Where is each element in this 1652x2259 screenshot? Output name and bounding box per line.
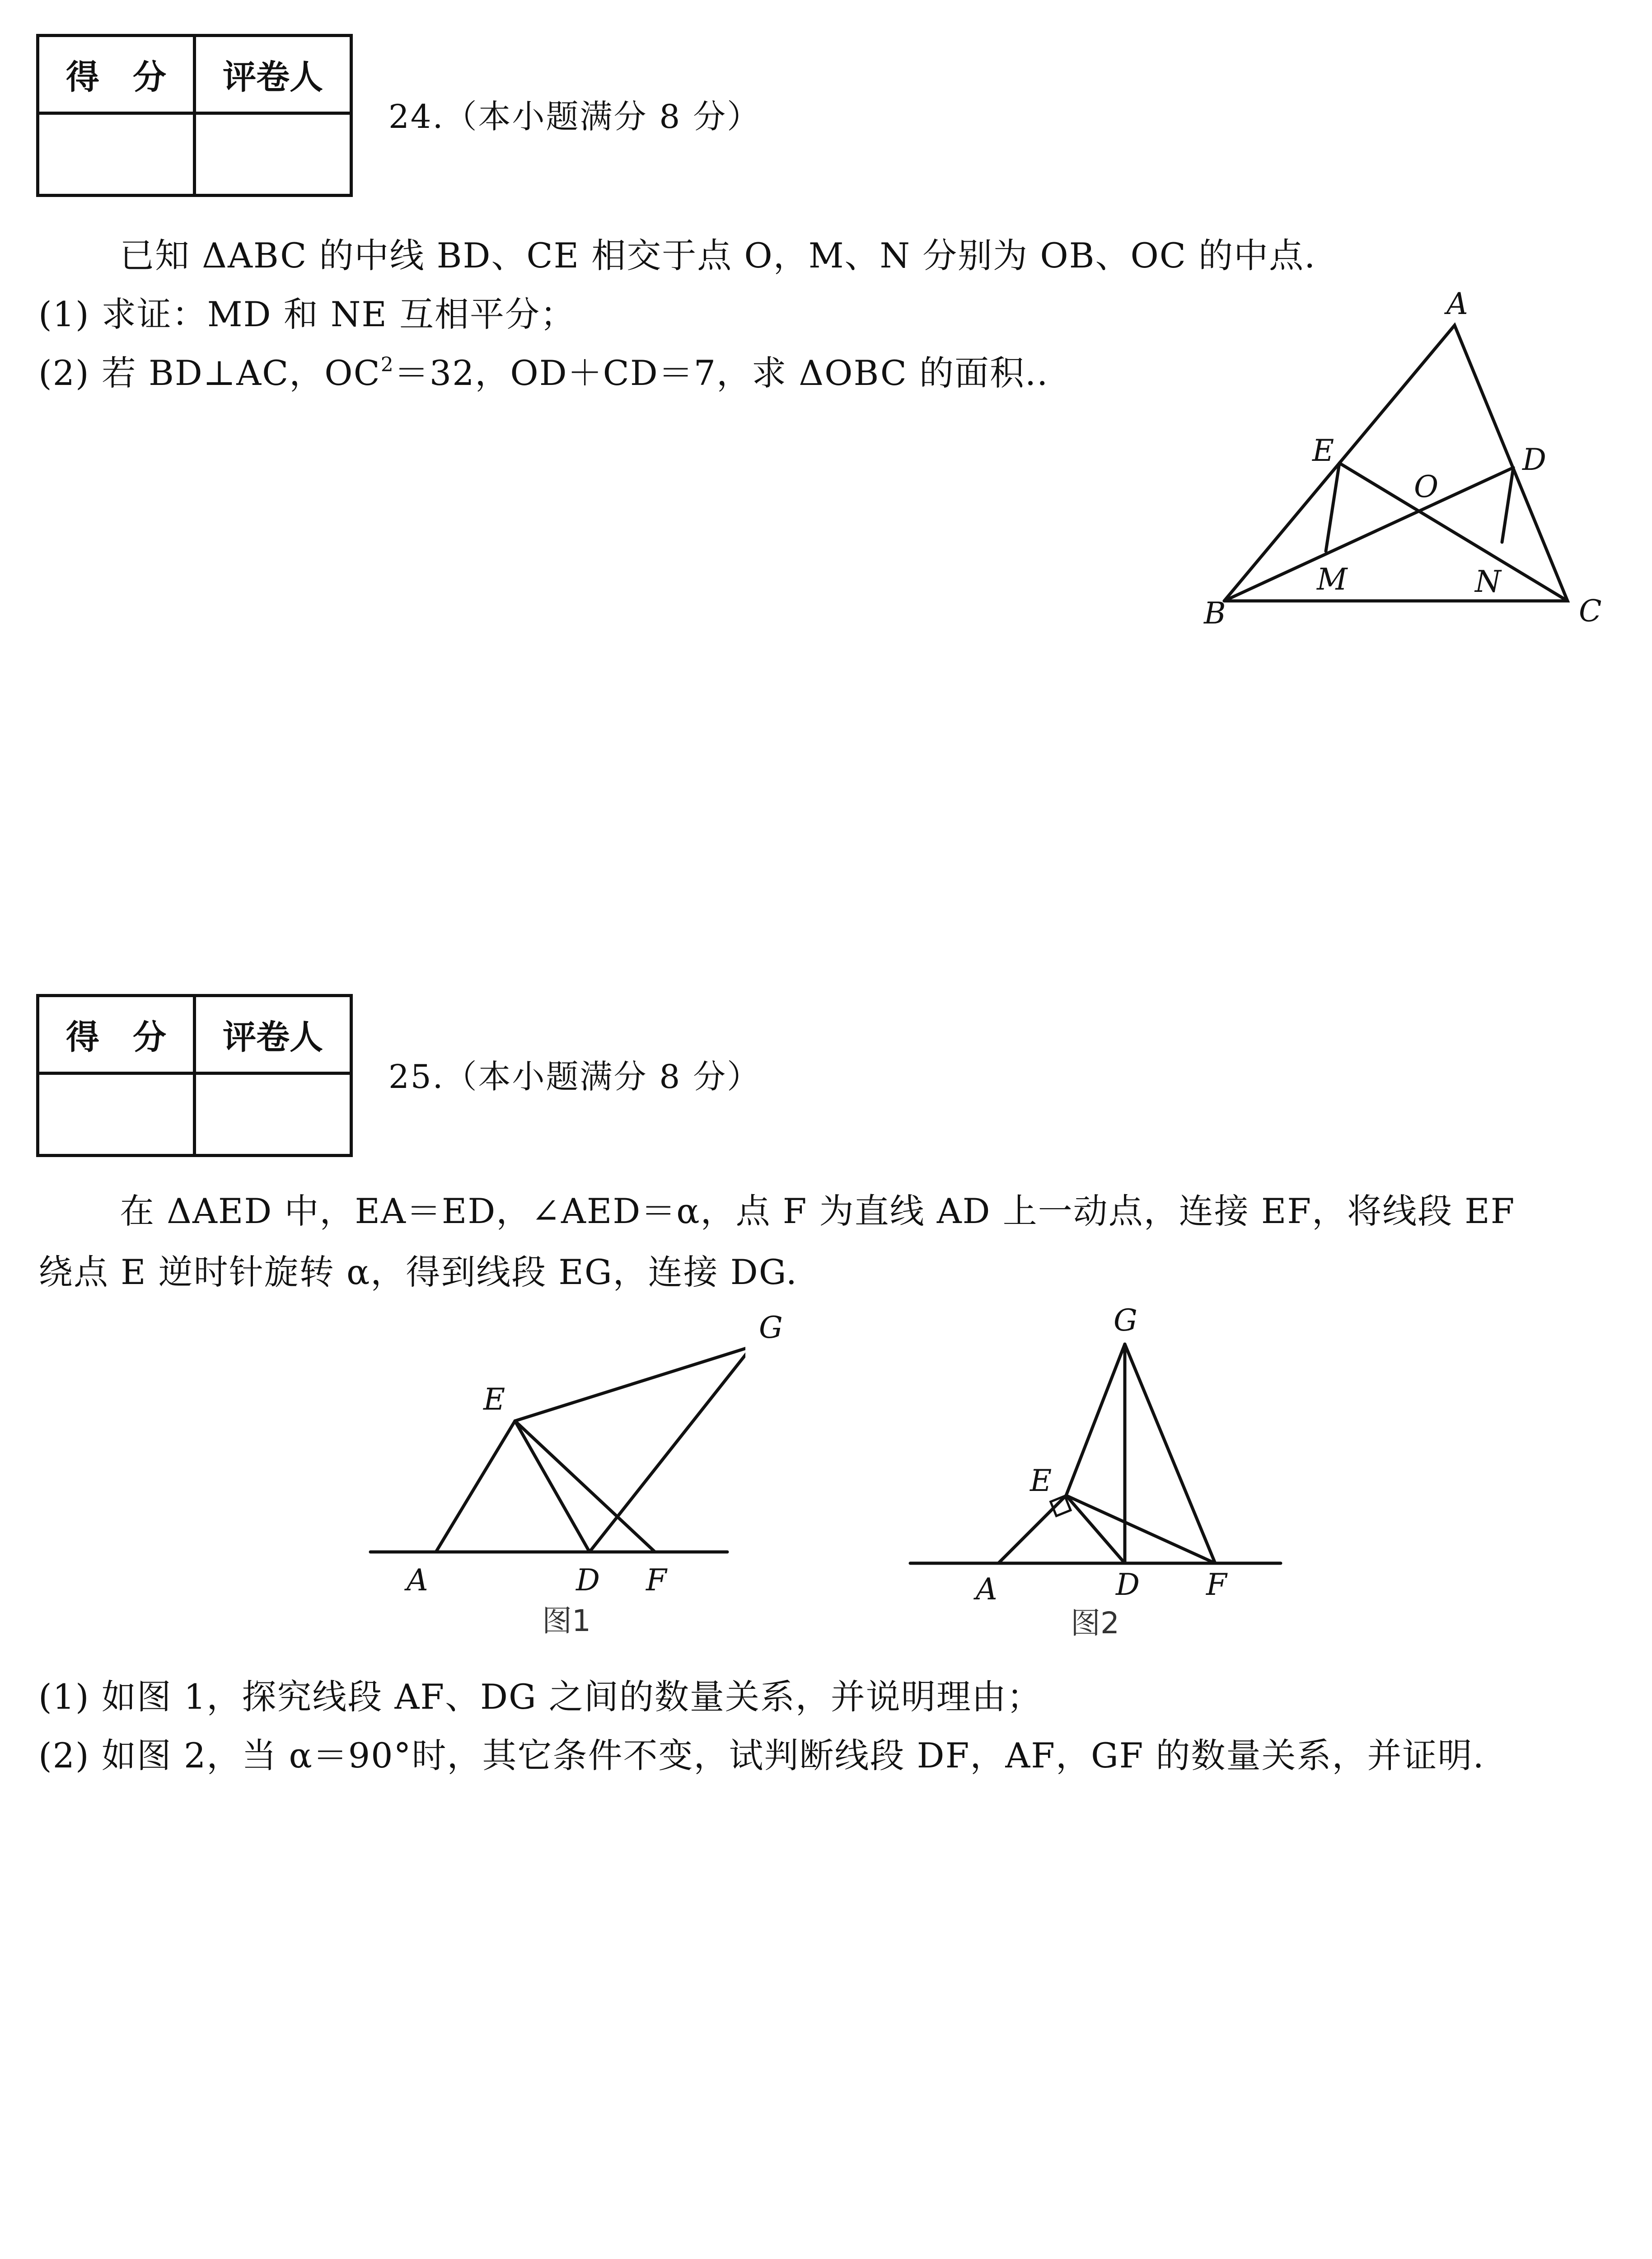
grader-label: 评卷人	[195, 36, 351, 113]
figure-1	[361, 1301, 745, 1649]
median-bd	[1224, 468, 1513, 601]
segment-gf	[1125, 1344, 1215, 1563]
score-input-cell[interactable]	[38, 113, 195, 196]
fig2-label-f: F	[1206, 1567, 1227, 1602]
triangle-abc-outline	[1224, 325, 1568, 601]
question-25-stem-line2: 绕点 E 逆时针旋转 α，得到线段 EG，连接 DG.	[38, 1252, 798, 1292]
question-24-part1: (1) 求证：MD 和 NE 互相平分；	[38, 294, 576, 334]
score-table-q24	[36, 34, 353, 197]
grader-input-cell[interactable]	[195, 1073, 351, 1156]
part2-superscript: 2	[380, 353, 394, 376]
segment-ef	[515, 1421, 655, 1552]
label-c: C	[1579, 594, 1602, 628]
part2-text-a: (2) 若 BD⊥AC，OC	[38, 353, 381, 393]
fig2-caption: 图2	[1071, 1606, 1119, 1640]
question-25-title: 25.（本小题满分 8 分）	[388, 1058, 761, 1096]
triangle-abc-figure	[1197, 280, 1613, 642]
label-m: M	[1317, 562, 1348, 597]
label-n: N	[1475, 564, 1501, 599]
segment-ed	[515, 1421, 590, 1552]
segment-ae	[998, 1495, 1066, 1563]
fig2-label-a: A	[976, 1572, 997, 1607]
score-label: 得 分	[38, 36, 195, 113]
question-24-part2	[38, 346, 1048, 395]
fig2-label-g: G	[1114, 1303, 1137, 1338]
score-table-q25	[36, 994, 353, 1157]
segment-eg	[1066, 1344, 1125, 1495]
grader-label: 评卷人	[195, 996, 351, 1073]
segment-dn	[1502, 468, 1513, 542]
score-label: 得 分	[38, 996, 195, 1073]
label-o: O	[1414, 469, 1439, 504]
fig2-label-e: E	[1030, 1463, 1052, 1498]
label-d: D	[1522, 442, 1546, 477]
segment-ae	[436, 1421, 515, 1552]
question-24-stem: 已知 ΔABC 的中线 BD、CE 相交于点 O，M、N 分别为 OB、OC 的中点.	[120, 235, 1316, 276]
figure-2	[903, 1301, 1287, 1649]
question-25-stem-line1: 在 ΔAED 中，EA＝ED，∠AED＝α，点 F 为直线 AD 上一动点，连接 EF，将线段 EF	[120, 1191, 1516, 1231]
label-b: B	[1204, 596, 1226, 631]
fig1-label-a: A	[407, 1563, 428, 1598]
fig2-label-d: D	[1116, 1567, 1140, 1602]
fig1-label-d: D	[576, 1563, 600, 1598]
question-24-title: 24.（本小题满分 8 分）	[388, 98, 761, 136]
segment-dg	[590, 1346, 745, 1552]
grader-input-cell[interactable]	[195, 113, 351, 196]
segment-ed	[1066, 1495, 1125, 1563]
fig1-label-f: F	[646, 1563, 667, 1598]
fig1-label-g: G	[759, 1310, 783, 1345]
question-25-part1: (1) 如图 1，探究线段 AF、DG 之间的数量关系，并说明理由；	[38, 1677, 1042, 1717]
score-input-cell[interactable]	[38, 1073, 195, 1156]
question-25-part2: (2) 如图 2，当 α＝90°时，其它条件不变，试判断线段 DF，AF，GF 的数量关系，并证明.	[38, 1735, 1485, 1776]
part2-text-b: ＝32，OD＋CD＝7，求 ΔOBC 的面积..	[394, 353, 1049, 393]
fig1-caption: 图1	[542, 1603, 591, 1638]
label-a: A	[1446, 286, 1468, 321]
fig1-label-e: E	[483, 1382, 505, 1417]
segment-eg	[515, 1346, 745, 1421]
label-e: E	[1312, 433, 1334, 468]
